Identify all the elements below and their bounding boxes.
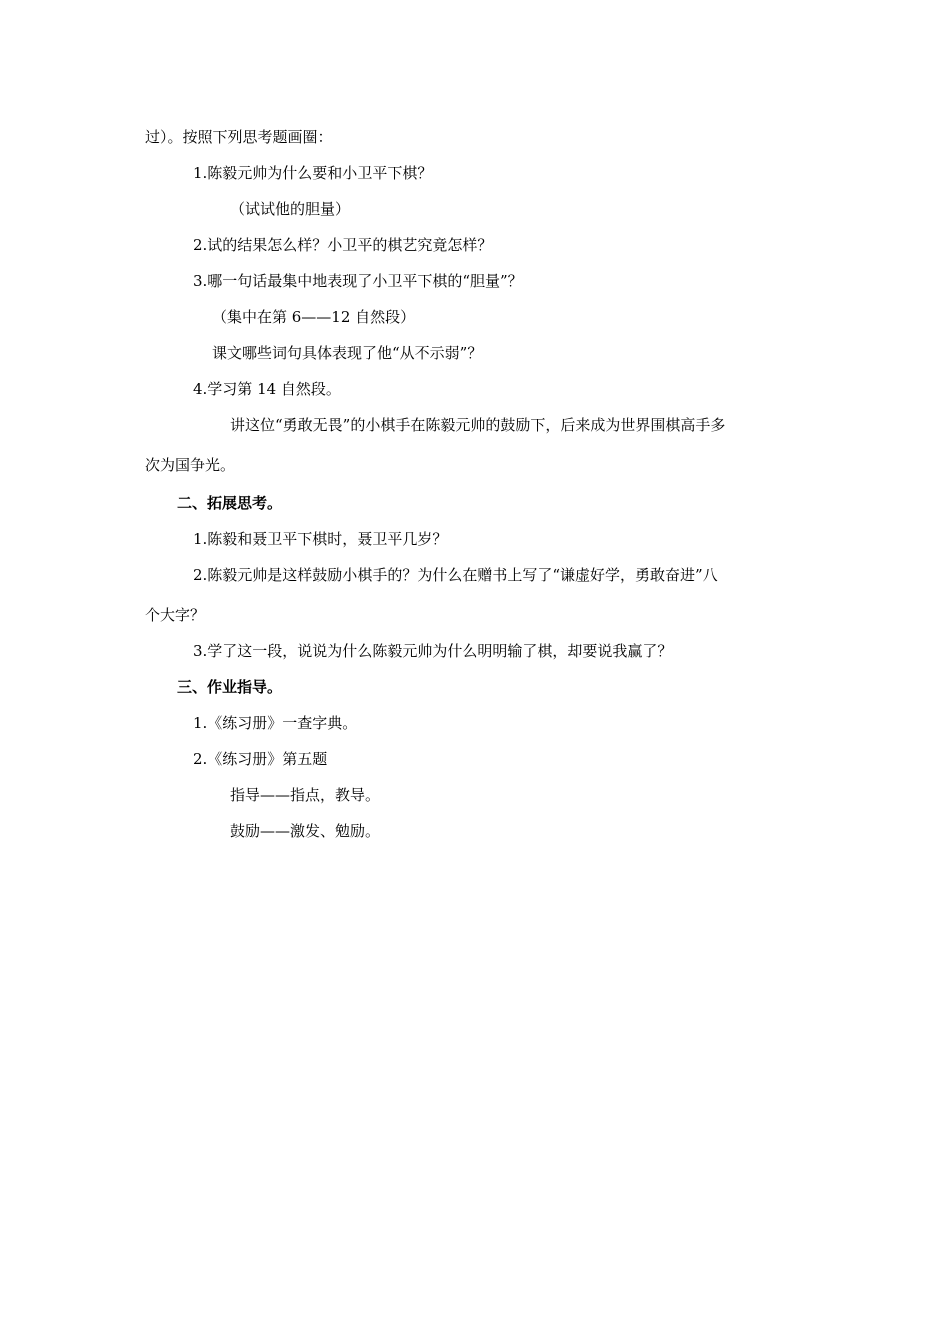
question-3-followup: 课文哪些词句具体表现了他“从不示弱”？	[212, 344, 483, 362]
paragraph-line-2: 次为国争光。	[145, 456, 236, 474]
definition-2: 鼓励——激发、勉励。	[230, 822, 381, 840]
answer-1: （试试他的胆量）	[230, 200, 351, 218]
section-heading-2: 二、拓展思考。	[177, 494, 283, 512]
homework-item-1: 1.《练习册》一查字典。	[193, 714, 358, 732]
section-heading-3: 三、作业指导。	[177, 678, 283, 696]
question-2: 2.试的结果怎么样？小卫平的棋艺究竟怎样？	[193, 236, 493, 254]
paragraph-line-1: 讲这位“勇敢无畏”的小棋手在陈毅元帅的鼓励下，后来成为世界围棋高手多	[230, 416, 726, 434]
extension-question-2-cont: 个大字？	[145, 606, 206, 624]
extension-question-3: 3.学了这一段，说说为什么陈毅元帅为什么明明输了棋，却要说我赢了？	[193, 642, 673, 660]
question-3: 3.哪一句话最集中地表现了小卫平下棋的“胆量”？	[193, 272, 523, 290]
question-1: 1.陈毅元帅为什么要和小卫平下棋？	[193, 164, 433, 182]
extension-question-2: 2.陈毅元帅是这样鼓励小棋手的？为什么在赠书上写了“谦虚好学，勇敢奋进”八	[193, 566, 718, 584]
extension-question-1: 1.陈毅和聂卫平下棋时，聂卫平几岁？	[193, 530, 448, 548]
definition-1: 指导——指点，教导。	[230, 786, 381, 804]
homework-item-2: 2.《练习册》第五题	[193, 750, 328, 768]
question-4: 4.学习第 14 自然段。	[193, 380, 341, 398]
answer-3: （集中在第 6——12 自然段）	[212, 308, 416, 326]
text-line-continuation: 过）。按照下列思考题画圈：	[145, 128, 333, 146]
